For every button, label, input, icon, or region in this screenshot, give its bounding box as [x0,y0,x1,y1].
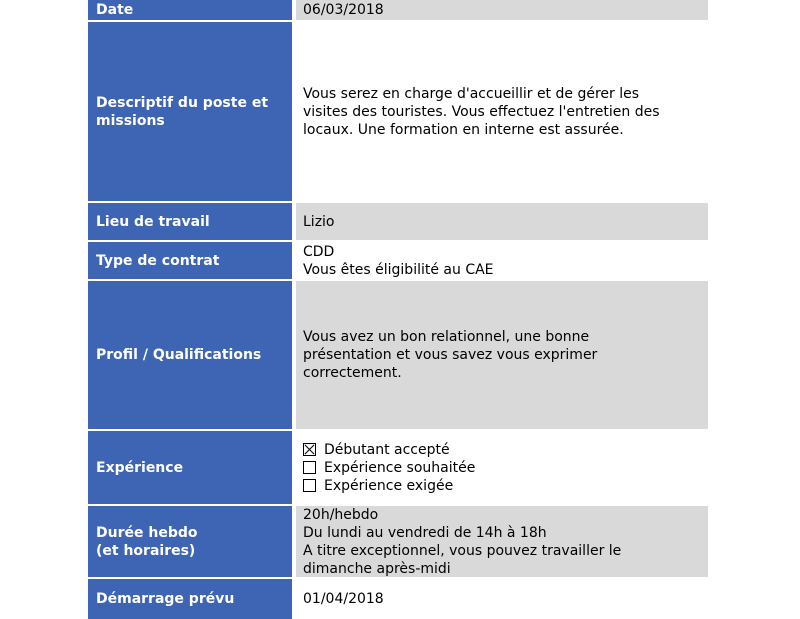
duree-label-line: (et horaires) [96,542,196,559]
checkbox-option-debutant[interactable] [303,441,708,459]
label-duree [88,506,292,577]
checkbox-label: Débutant accepté [324,441,450,458]
duree-line: 20h/hebdo [303,506,379,523]
profil-line: correctement. [303,365,402,381]
value-experience [296,431,708,504]
profil-line: présentation et vous savez vous exprimer [303,347,598,363]
descriptif-line: locaux. Une formation en interne est assurée. [303,121,624,138]
lieu-value: Lizio [303,213,335,230]
date-value: 06/03/2018 [303,2,384,18]
row-duree [88,506,708,577]
unchecked-box-icon[interactable] [303,479,316,492]
row-descriptif [88,22,708,201]
checkbox-option-exigee[interactable] [303,477,708,495]
row-demarrage [88,579,708,619]
row-profil [88,281,708,429]
value-descriptif [296,22,708,201]
value-demarrage [296,579,708,619]
label-experience: Expérience [88,431,292,504]
contrat-line: CDD [303,243,335,260]
value-profil [296,281,708,429]
checked-box-icon[interactable] [303,443,316,456]
unchecked-box-icon[interactable] [303,461,316,474]
label-date: Date [88,0,292,20]
row-contrat [88,242,708,279]
row-lieu [88,203,708,240]
label-lieu: Lieu de travail [88,203,292,240]
checkbox-label: Expérience exigée [324,477,454,494]
label-profil: Profil / Qualifications [88,281,292,429]
checkbox-label: Expérience souhaitée [324,459,476,476]
duree-label-line: Durée hebdo [96,524,198,541]
value-lieu [296,203,708,240]
value-duree [296,506,708,577]
duree-line: Du lundi au vendredi de 14h à 18h [303,524,547,541]
descriptif-line: Vous serez en charge d'accueillir et de gérer les [303,85,640,102]
label-contrat: Type de contrat [88,242,292,279]
duree-line: A titre exceptionnel, vous pouvez travailler le [303,542,622,559]
value-contrat [296,242,708,279]
duree-line: dimanche après-midi [303,560,451,577]
contrat-line: Vous êtes éligibilité au CAE [303,261,494,278]
checkbox-option-souhaitee[interactable] [303,459,708,477]
label-descriptif: Descriptif du poste et missions [88,22,292,201]
label-demarrage: Démarrage prévu [88,579,292,619]
profil-line: Vous avez un bon relationnel, une bonne [303,329,590,345]
row-experience [88,431,708,504]
descriptif-line: visites des touristes. Vous effectuez l'entretien des [303,103,660,120]
row-date [88,0,708,20]
demarrage-value: 01/04/2018 [303,591,384,607]
value-date [296,0,708,20]
